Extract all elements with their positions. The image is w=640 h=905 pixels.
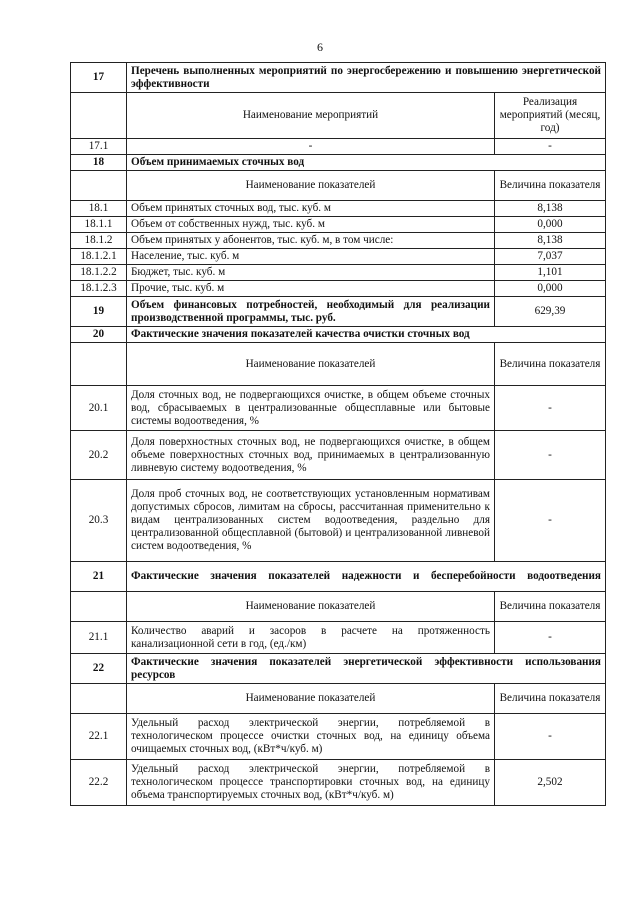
table-row [71,480,606,562]
table-row [71,139,606,155]
row-value: - [494,480,605,562]
header-empty-cell [71,171,127,201]
section-title: Фактические значения показателей качества очистки сточных вод [127,327,606,343]
column-header-name: Наименование мероприятий [127,93,495,139]
row-value: 2,502 [494,760,605,806]
section-title: Перечень выполненных мероприятий по энергосбережению и повышению энергетической эффективности [127,63,606,93]
row-name: Прочие, тыс. куб. м [127,281,495,297]
column-header-value: Величина показателя [494,592,605,622]
row-name: Население, тыс. куб. м [127,249,495,265]
section-number: 17 [71,63,127,93]
row-value: 0,000 [494,281,605,297]
column-header-name: Наименование показателей [127,171,495,201]
row-name: Объем принятых сточных вод, тыс. куб. м [127,201,495,217]
row-number: 20.1 [71,386,127,431]
section-number: 19 [71,297,127,327]
page-number: 6 [317,40,323,54]
column-header-value: Величина показателя [494,343,605,386]
section-s17-title-row [71,63,606,93]
row-number: 17.1 [71,139,127,155]
section-number: 20 [71,327,127,343]
table-row [71,386,606,431]
header-empty-cell [71,684,127,714]
row-value: 7,037 [494,249,605,265]
column-header-value: Величина показателя [494,684,605,714]
row-number: 18.1.1 [71,217,127,233]
row-name: Удельный расход электрической энергии, потребляемой в технологическом процессе очистки сточных вод, на единицу объема очищаемых сточных вод, (кВт*ч/куб. м) [127,714,495,760]
header-empty-cell [71,343,127,386]
row-value: 8,138 [494,201,605,217]
row-value: 629,39 [494,297,605,327]
row-value: - [494,139,605,155]
row-name: Доля проб сточных вод, не соответствующих установленным нормативам допустимых сбросов, лимитам на сбросы, рассчитанная применительно к видам централизованных систем водоотведения, раздельно для централизованной общесплавной (бытовой) и централизованной ливневой систем водоотведения, % [127,480,495,562]
column-header-value: Величина показателя [494,171,605,201]
section-s21-title-row [71,562,606,592]
row-name: Объем принятых у абонентов, тыс. куб. м, в том числе: [127,233,495,249]
section-s17-header-row [71,93,606,139]
section-title: Объем принимаемых сточных вод [127,155,606,171]
section-number: 18 [71,155,127,171]
section-number: 22 [71,654,127,684]
header-empty-cell [71,93,127,139]
table-row [71,431,606,480]
row-name: - [127,139,495,155]
row-number: 20.3 [71,480,127,562]
section-s22-header-row [71,684,606,714]
table-row [71,622,606,654]
row-name: Удельный расход электрической энергии, потребляемой в технологическом процессе транспортировки сточных вод, на единицу объема транспортируемых сточных вод, (кВт*ч/куб. м) [127,760,495,806]
row-value: 8,138 [494,233,605,249]
section-s22-title-row [71,654,606,684]
row-number: 18.1.2.1 [71,249,127,265]
section-s20-header-row [71,343,606,386]
section-title: Фактические значения показателей надежности и бесперебойности водоотведения [127,562,606,592]
row-number: 18.1.2 [71,233,127,249]
section-s21-header-row [71,592,606,622]
table-row [71,714,606,760]
table-row [71,281,606,297]
row-name: Объем от собственных нужд, тыс. куб. м [127,217,495,233]
column-header-value: Реализация мероприятий (месяц, год) [494,93,605,139]
section-title: Объем финансовых потребностей, необходимый для реализации производственной программы, тыс. руб. [127,297,495,327]
row-number: 22.1 [71,714,127,760]
row-name: Количество аварий и засоров в расчете на протяженность канализационной сети в год, (ед./км) [127,622,495,654]
table-row [71,201,606,217]
row-value: - [494,386,605,431]
row-value: 1,101 [494,265,605,281]
table-row [71,217,606,233]
table-row [71,760,606,806]
row-value: - [494,622,605,654]
row-name: Бюджет, тыс. куб. м [127,265,495,281]
column-header-name: Наименование показателей [127,684,495,714]
table-row [71,233,606,249]
table-row [71,265,606,281]
row-value: - [494,431,605,480]
row-number: 22.2 [71,760,127,806]
row-number: 18.1.2.3 [71,281,127,297]
row-name: Доля сточных вод, не подвергающихся очистке, в общем объеме сточных вод, сбрасываемых в централизованные общесплавные или бытовые системы водоотведения, % [127,386,495,431]
row-number: 20.2 [71,431,127,480]
row-name: Доля поверхностных сточных вод, не подвергающихся очистке, в общем объеме поверхностных сточных вод, принимаемых в централизованную ливневую систему водоотведения, % [127,431,495,480]
section-title: Фактические значения показателей энергетической эффективности использования ресурсов [127,654,606,684]
report-table [70,62,606,806]
table-row [71,249,606,265]
row-value: - [494,714,605,760]
section-s20-title-row [71,327,606,343]
column-header-name: Наименование показателей [127,343,495,386]
header-empty-cell [71,592,127,622]
section-s18-header-row [71,171,606,201]
section-s19-row [71,297,606,327]
column-header-name: Наименование показателей [127,592,495,622]
row-number: 18.1 [71,201,127,217]
section-s18-title-row [71,155,606,171]
row-number: 18.1.2.2 [71,265,127,281]
row-number: 21.1 [71,622,127,654]
section-number: 21 [71,562,127,592]
row-value: 0,000 [494,217,605,233]
